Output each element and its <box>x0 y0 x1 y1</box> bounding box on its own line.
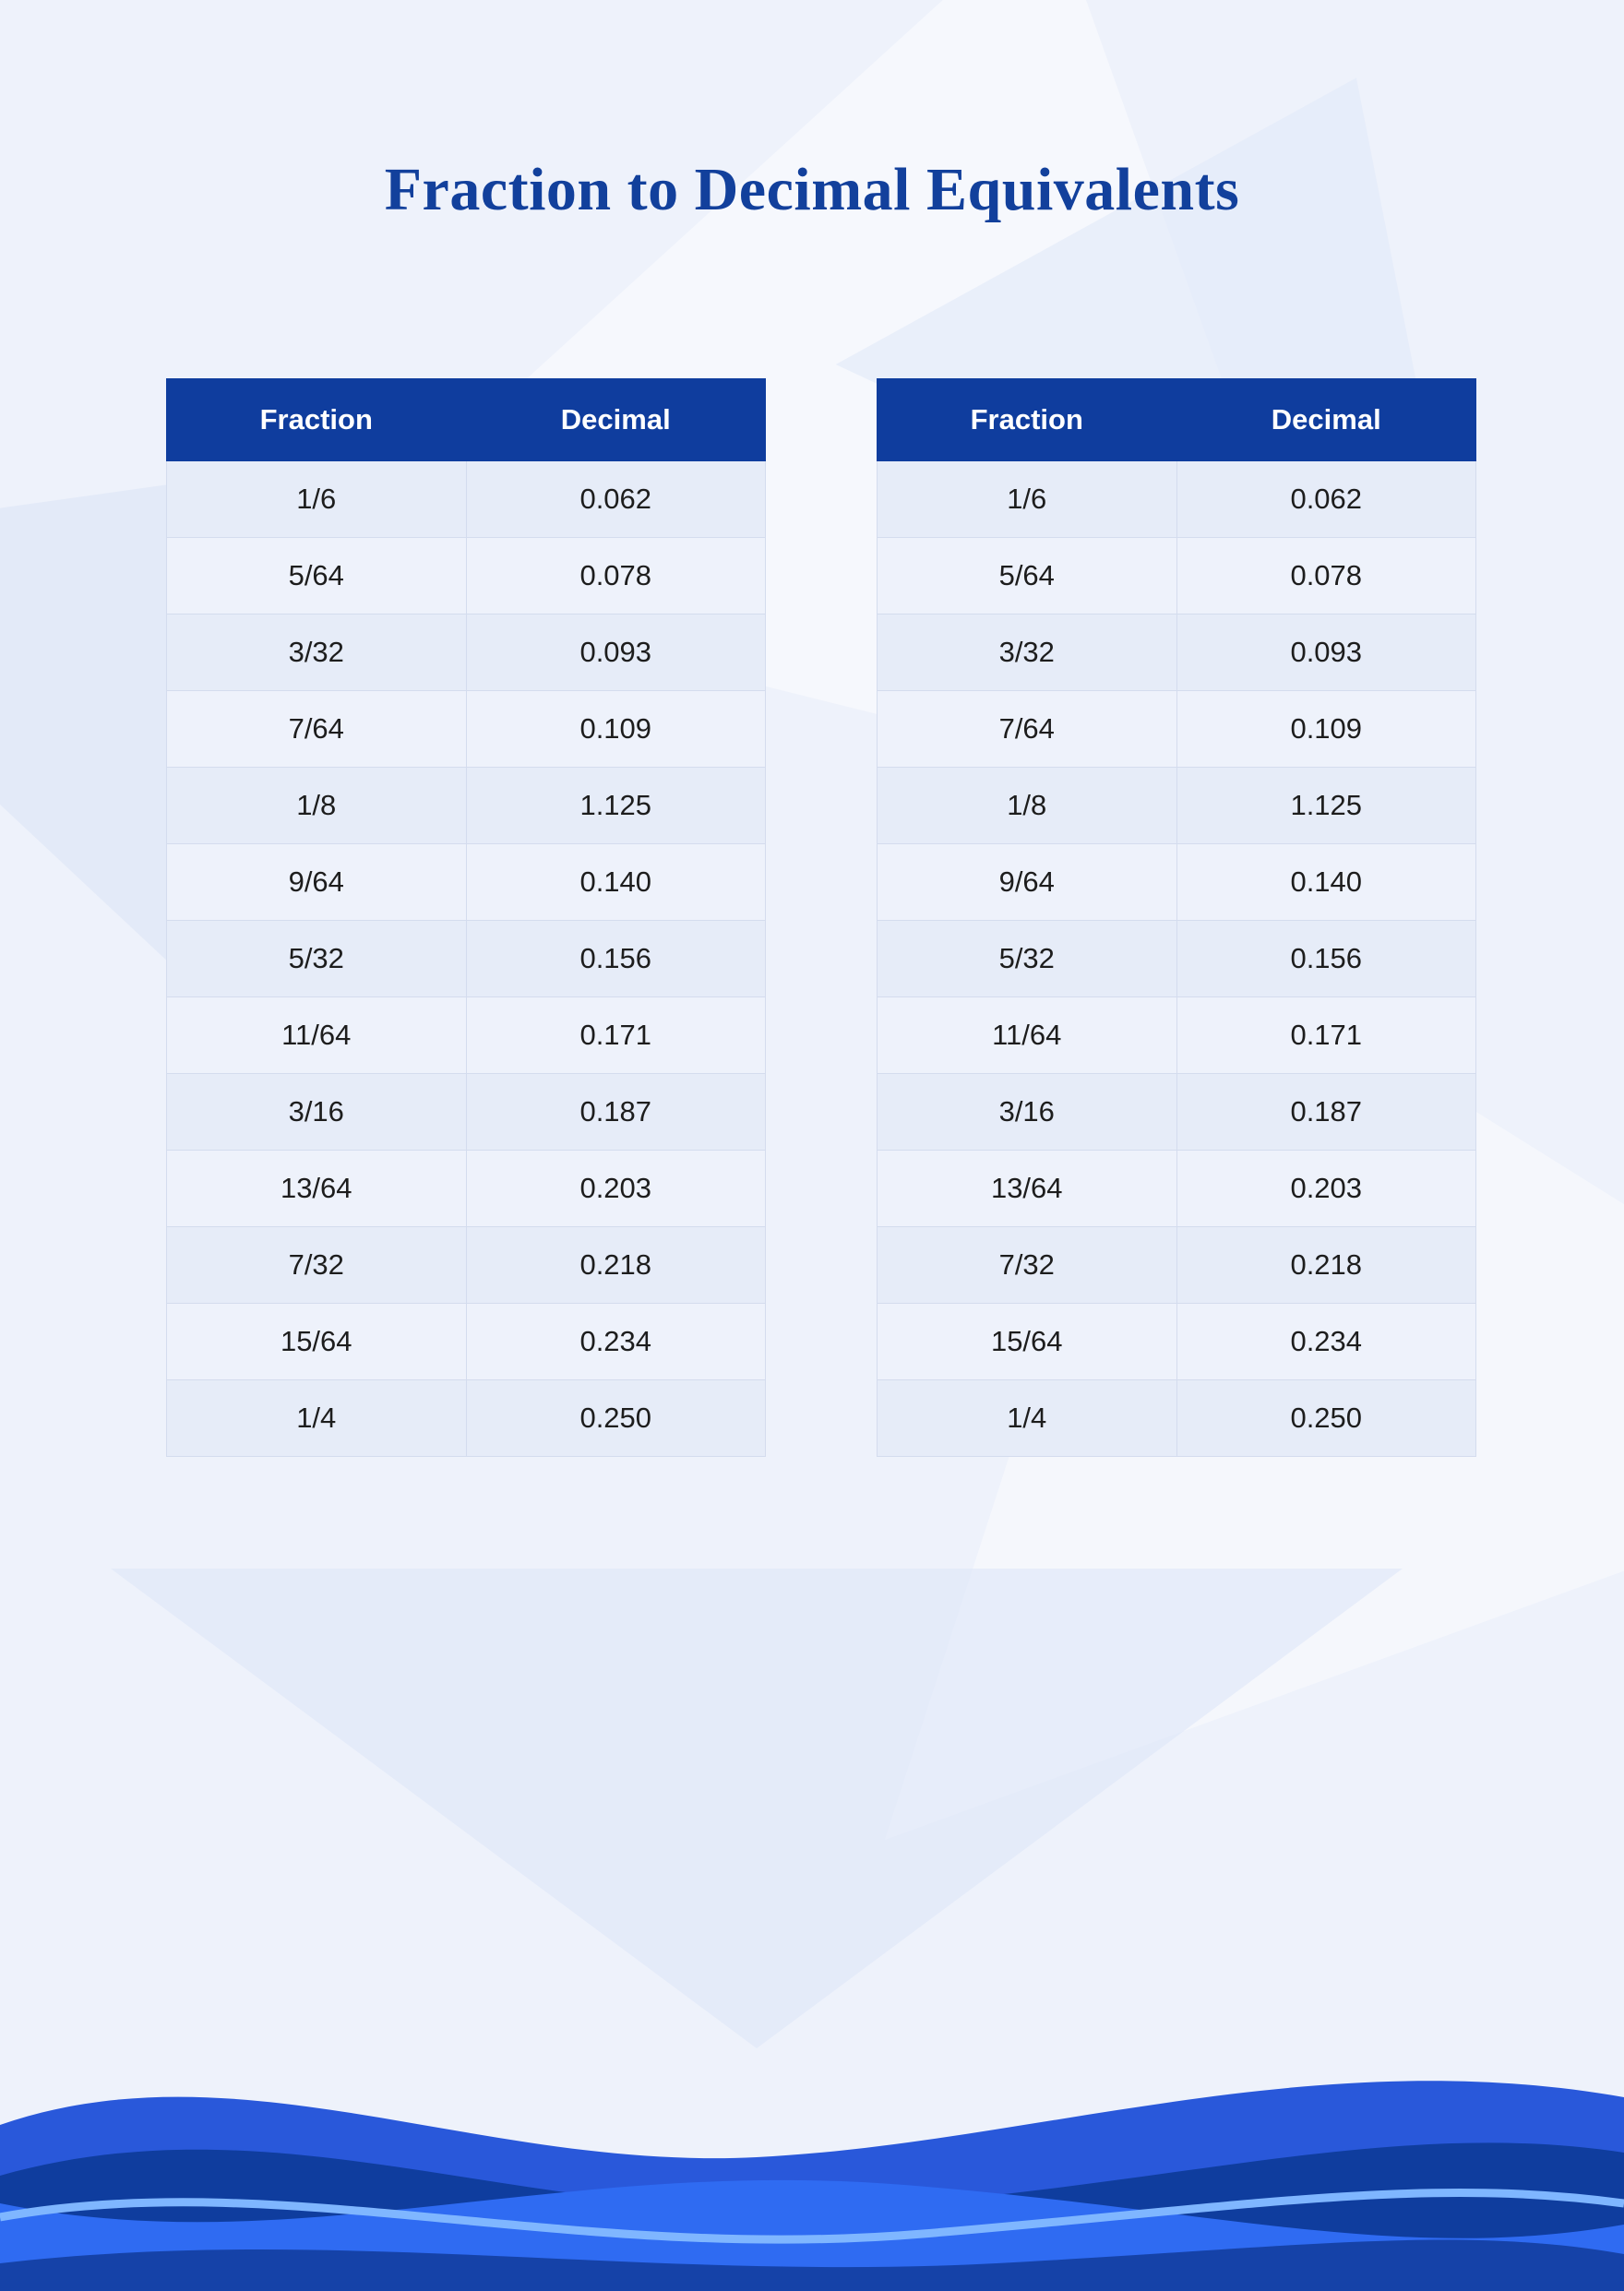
cell-fraction: 5/32 <box>167 921 467 997</box>
cell-fraction: 3/32 <box>167 615 467 691</box>
fraction-decimal-table-right <box>877 378 1476 1457</box>
table-row <box>167 1380 766 1457</box>
table-body-right <box>878 461 1476 1457</box>
table-row <box>878 844 1476 921</box>
cell-decimal: 0.109 <box>466 691 766 768</box>
cell-decimal: 1.125 <box>1176 768 1476 844</box>
table-row <box>167 921 766 997</box>
cell-decimal: 0.250 <box>1176 1380 1476 1457</box>
cell-decimal: 0.140 <box>466 844 766 921</box>
cell-decimal: 0.187 <box>466 1074 766 1151</box>
cell-decimal: 0.234 <box>1176 1304 1476 1380</box>
cell-fraction: 9/64 <box>167 844 467 921</box>
table-row <box>878 1151 1476 1227</box>
cell-fraction: 15/64 <box>167 1304 467 1380</box>
cell-decimal: 0.140 <box>1176 844 1476 921</box>
table-row <box>878 1227 1476 1304</box>
table-row <box>878 768 1476 844</box>
cell-decimal: 0.156 <box>1176 921 1476 997</box>
cell-decimal: 0.171 <box>1176 997 1476 1074</box>
cell-fraction: 3/16 <box>167 1074 467 1151</box>
cell-fraction: 7/64 <box>878 691 1177 768</box>
cell-decimal: 1.125 <box>466 768 766 844</box>
cell-fraction: 1/4 <box>167 1380 467 1457</box>
column-header-fraction: Fraction <box>878 379 1177 461</box>
table-row <box>878 461 1476 538</box>
tables-container <box>166 378 1476 1457</box>
cell-fraction: 5/64 <box>878 538 1177 615</box>
table-row <box>167 1074 766 1151</box>
cell-decimal: 0.218 <box>1176 1227 1476 1304</box>
table-row <box>878 615 1476 691</box>
table-row <box>167 461 766 538</box>
cell-decimal: 0.062 <box>1176 461 1476 538</box>
cell-decimal: 0.078 <box>1176 538 1476 615</box>
table-row <box>167 615 766 691</box>
cell-fraction: 7/32 <box>878 1227 1177 1304</box>
cell-decimal: 0.203 <box>466 1151 766 1227</box>
cell-decimal: 0.203 <box>1176 1151 1476 1227</box>
column-header-decimal: Decimal <box>1176 379 1476 461</box>
cell-decimal: 0.078 <box>466 538 766 615</box>
table-row <box>167 1304 766 1380</box>
table-row <box>878 538 1476 615</box>
cell-fraction: 1/8 <box>167 768 467 844</box>
column-header-fraction: Fraction <box>167 379 467 461</box>
cell-fraction: 11/64 <box>878 997 1177 1074</box>
cell-fraction: 5/32 <box>878 921 1177 997</box>
cell-fraction: 13/64 <box>878 1151 1177 1227</box>
cell-decimal: 0.187 <box>1176 1074 1476 1151</box>
cell-decimal: 0.156 <box>466 921 766 997</box>
cell-fraction: 11/64 <box>167 997 467 1074</box>
cell-decimal: 0.109 <box>1176 691 1476 768</box>
cell-fraction: 15/64 <box>878 1304 1177 1380</box>
cell-fraction: 7/32 <box>167 1227 467 1304</box>
table-row <box>167 768 766 844</box>
table-row <box>878 1304 1476 1380</box>
table-row <box>878 1380 1476 1457</box>
table-row <box>167 1227 766 1304</box>
table-row <box>167 538 766 615</box>
table-body-left <box>167 461 766 1457</box>
cell-fraction: 3/32 <box>878 615 1177 691</box>
cell-fraction: 1/4 <box>878 1380 1177 1457</box>
page-title: Fraction to Decimal Equivalents <box>384 156 1240 223</box>
cell-decimal: 0.171 <box>466 997 766 1074</box>
cell-fraction: 1/8 <box>878 768 1177 844</box>
cell-fraction: 13/64 <box>167 1151 467 1227</box>
cell-decimal: 0.218 <box>466 1227 766 1304</box>
cell-fraction: 3/16 <box>878 1074 1177 1151</box>
table-row <box>167 997 766 1074</box>
cell-decimal: 0.250 <box>466 1380 766 1457</box>
cell-fraction: 7/64 <box>167 691 467 768</box>
cell-decimal: 0.062 <box>466 461 766 538</box>
table-row <box>878 997 1476 1074</box>
table-header-row <box>878 379 1476 461</box>
table-header-row <box>167 379 766 461</box>
table-row <box>167 844 766 921</box>
cell-fraction: 1/6 <box>167 461 467 538</box>
cell-fraction: 1/6 <box>878 461 1177 538</box>
cell-fraction: 9/64 <box>878 844 1177 921</box>
wave-decoration <box>0 1987 1624 2291</box>
cell-fraction: 5/64 <box>167 538 467 615</box>
table-row <box>167 1151 766 1227</box>
table-row <box>878 921 1476 997</box>
table-row <box>878 1074 1476 1151</box>
fraction-decimal-table-left <box>166 378 766 1457</box>
table-row <box>878 691 1476 768</box>
table-row <box>167 691 766 768</box>
cell-decimal: 0.234 <box>466 1304 766 1380</box>
column-header-decimal: Decimal <box>466 379 766 461</box>
cell-decimal: 0.093 <box>1176 615 1476 691</box>
cell-decimal: 0.093 <box>466 615 766 691</box>
